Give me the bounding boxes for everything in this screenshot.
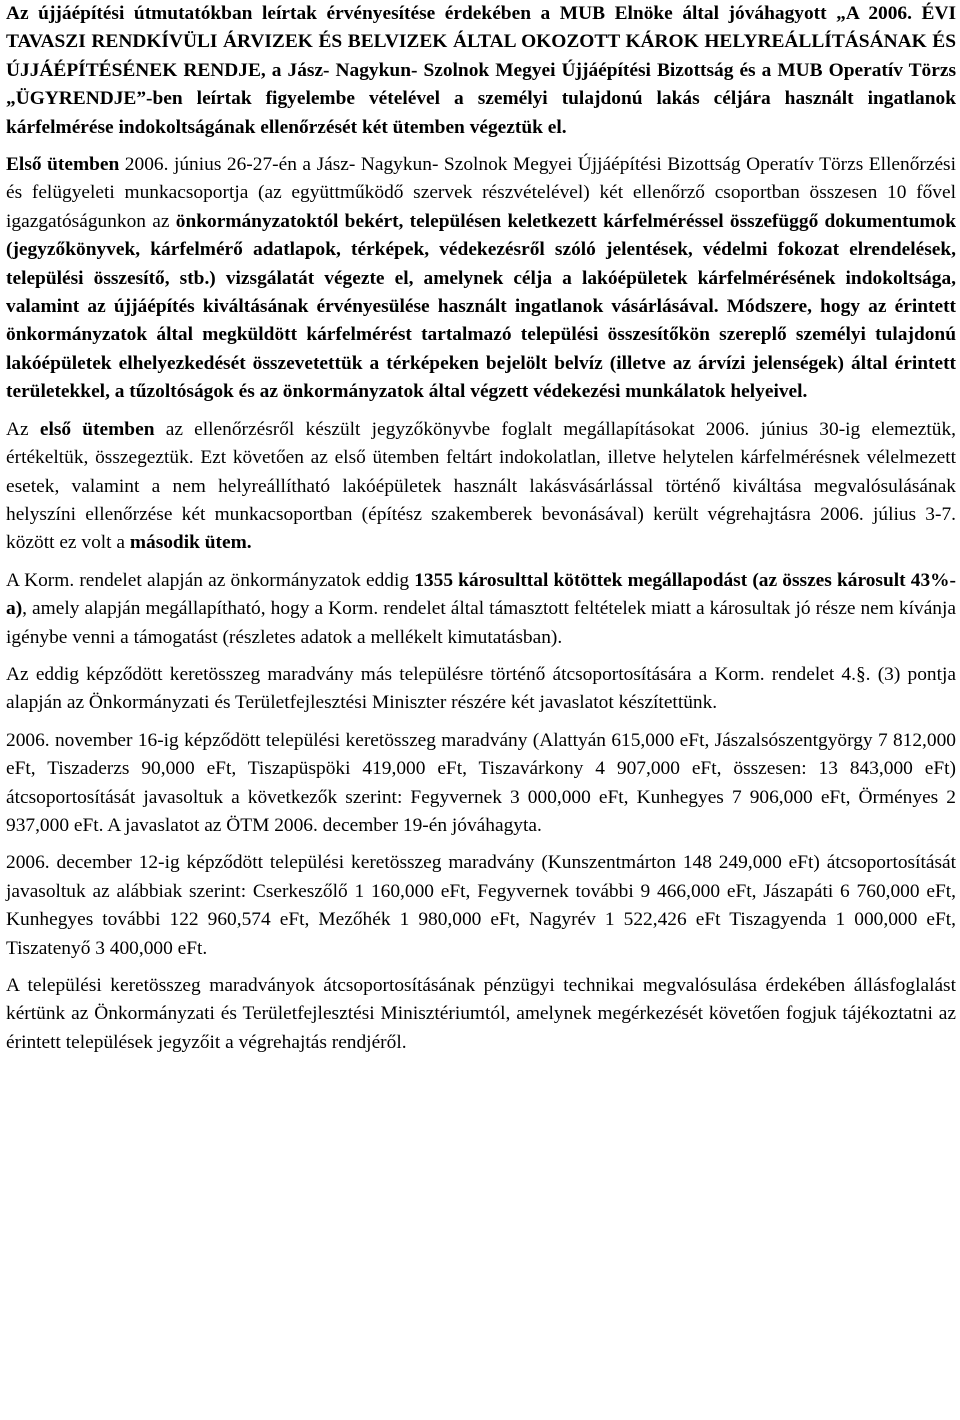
second-phase-label: második ütem. [129,532,252,554]
agreements-paragraph [6,567,956,652]
second-phase-text-2: az ellenőrzésről készült jegyzőkönyvbe foglalt megállapításokat 2006. június 30-ig elemeztük, értékeltük, összegeztük. Ezt követően az első ütemben feltárt indokolatlan, illetve helytelen kárfelmérésnek vélelmezett esetek, valamint a nem helyreállítható lakóépületek használt lakásvásárlással történő kiváltása megvalósulásának helyszíni ellenőrzése két munkacsoportban (építész szakemberek bevonásával) került végrehajtásra 2006. július 3-7. között ez volt a [6,418,956,554]
closing-paragraph: A települési keretösszeg maradványok átcsoportosításának pénzügyi technikai megvalósulása érdekében állásfoglalást kértünk az Önkormányzati és Területfejlesztési Minisztériumtól, amelynek megérkezését követően fogjuk tájékoztatni az érintett települések jegyzőit a végrehajtás rendjéről. [6,975,956,1053]
agreements-text-1: A Korm. rendelet alapján az önkormányzatok eddig [6,569,415,591]
first-phase-ref: első ütemben [39,418,155,440]
first-phase-label: Első ütemben [6,154,120,176]
december-proposal-paragraph: 2006. december 12-ig képződött települési keretösszeg maradvány (Kunszentmárton 148 249,000 eFt) átcsoportosítását javasoltuk az alábbiak szerint: Cserkeszőlő 1 160,000 eFt, Fegyvernek további 9 466,000 eFt, Jászapáti 6 760,000 eFt, Kunhegyes további 122 960,574 eFt, Mezőhék 1 980,000 eFt, Nagyrév 1 522,426 eFt Tiszagyenda 1 000,000 eFt, Tiszatenyő 3 400,000 eFt. [6,852,956,959]
intro-paragraph: Az újjáépítési útmutatókban leírtak érvényesítése érdekében a MUB Elnöke által jóváhagyott „A 2006. ÉVI TAVASZI RENDKÍVÜLI ÁRVIZEK ÉS BELVIZEK ÁLTAL OKOZOTT KÁROK HELYREÁLLÍTÁSÁNAK ÉS ÚJJÁÉPÍTÉSÉNEK RENDJE, a Jász- Nagykun- Szolnok Megyei Újjáépítési Bizottság és a MUB Operatív Törzs „ÜGYRENDJE”-ben leírtak figyelembe vételével a személyi tulajdonú lakás céljára használt ingatlanok kárfelmérése indokoltságának ellenőrzését két ütemben végeztük el. [6,3,956,138]
agreements-text-2: , amely alapján megállapítható, hogy a Korm. rendelet által támasztott feltételek miatt a károsultak jó része nem kívánja igénybe venni a támogatást (részletes adatok a mellékelt kimutatásban). [6,598,956,648]
november-proposal-paragraph: 2006. november 16-ig képződött települési keretösszeg maradvány (Alattyán 615,000 eFt, Jászalsószentgyörgy 7 812,000 eFt, Tiszaderzs 90,000 eFt, Tiszapüspöki 419,000 eFt, Tiszavárkony 4 907,000 eFt, összesen: 13 843,000 eFt) átcsoportosítását javasoltuk a következők szerint: Fegyvernek 3 000,000 eFt, Kunhegyes 7 906,000 eFt, Örményes 2 937,000 eFt. A javaslatot az ÖTM 2006. december 19-én jóváhagyta. [6,729,956,836]
first-phase-paragraph [6,151,956,407]
second-phase-text-1: Az [6,418,40,440]
first-phase-text: 2006. június 26-27-én a Jász- Nagykun- Szolnok Megyei Újjáépítési Bizottság Operatív Törzs Ellenőrzési és felügyeleti munkacsoportja (az együttműködő szervek részvételével) két ellenőrző csoportban összesen 10 fővel igazgatóságunkon az [6,154,956,232]
agreements-highlight: 1355 károsulttal kötöttek megállapodást (az összes károsult 43%-a) [6,569,957,620]
first-phase-bold-text: önkormányzatoktól bekért, településen keletkezett kárfelméréssel összefüggő dokumentumok (jegyzőkönyvek, kárfelmérő adatlapok, térképek, védekezésről szóló jelentések, védelmi fokozat elrendelések, települési összesítő, stb.) vizsgálatát végezte el, amelynek célja a lakóépületek kárfelmérésének indokoltsága, valamint az újjáépítés kiváltásának érvényesülése használt ingatlanok vásárlásával. Módszere, hogy az érintett önkormányzatok által megküldött kárfelmérést tartalmazó települési összesítőkön szereplő személyi tulajdonú lakóépületek elhelyezkedését összevetettük a térképeken bejelölt belvíz (illetve az árvízi jelenségek) által érintett területekkel, a tűzoltóságok és az önkormányzatok által végzett védekezési munkálatok helyeivel. [6,210,956,403]
remainder-paragraph: Az eddig képződött keretösszeg maradvány más településre történő átcsoportosítására a Korm. rendelet 4.§. (3) pontja alapján az Önkormányzati és Területfejlesztési Miniszter részére két javaslatot készítettünk. [6,663,956,714]
second-phase-paragraph [6,416,956,558]
